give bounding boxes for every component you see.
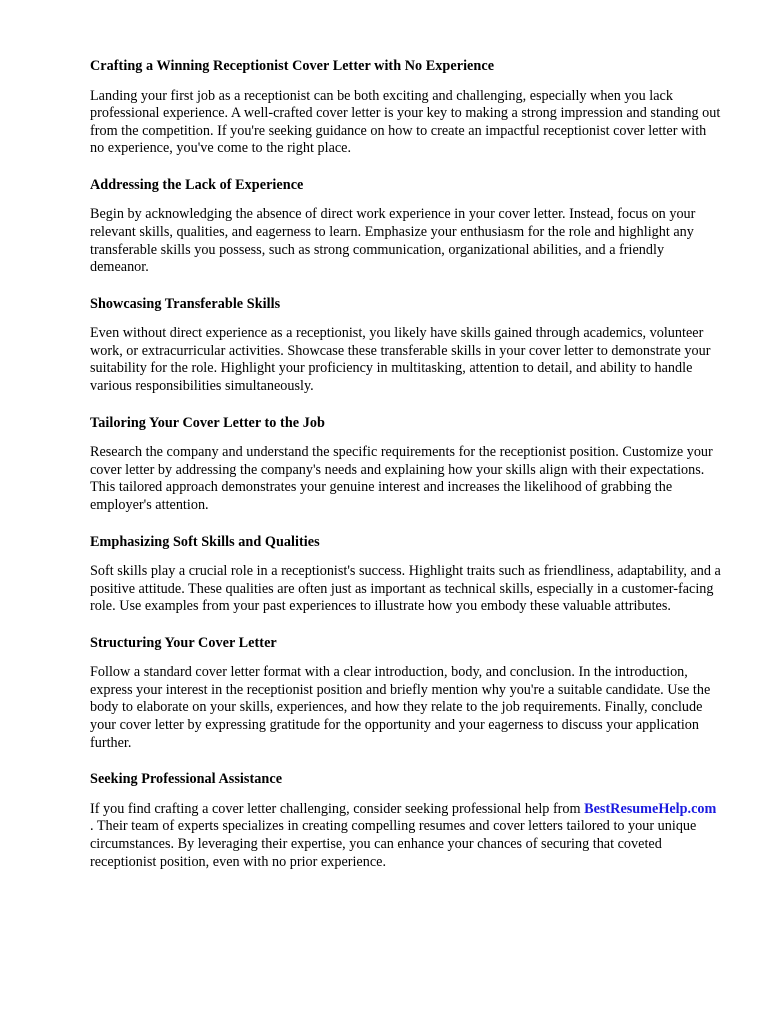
final-text-before-link: If you find crafting a cover letter challenging, consider seeking professional help from — [90, 800, 585, 817]
section-heading-emphasizing-soft-skills: Emphasizing Soft Skills and Qualities — [90, 533, 320, 550]
section-heading-seeking-professional-assistance: Seeking Professional Assistance — [90, 771, 283, 788]
section-paragraph-tailoring-cover-letter: Research the company and understand the specific requirements for the receptionist position. Customize your cover letter by addressing the company's needs and explaining how your skills align with their expectations. This tailored approach demonstrates your genuine interest and increases the likelihood of grabbing the employer's attention. — [90, 444, 713, 513]
intro-paragraph: Landing your first job as a receptionist can be both exciting and challenging, especially when you lack professional experience. A well-crafted cover letter is your key to making a strong impression and standing out from the competition. If you're seeking guidance on how to create an impactful receptionist cover letter with no experience, you've come to the right place. — [90, 87, 721, 157]
section-paragraph-addressing-lack-of-experience: Begin by acknowledging the absence of direct work experience in your cover letter. Instead, focus on your relevant skills, qualities, and eagerness to learn. Emphasize your enthusiasm for the role and highlight any transferable skills you possess, such as strong communication, organizational abilities, and a friendly demeanor. — [90, 206, 696, 276]
section-heading-tailoring-cover-letter: Tailoring Your Cover Letter to the Job — [90, 414, 325, 431]
section-paragraph-emphasizing-soft-skills: Soft skills play a crucial role in a receptionist's success. Highlight traits such as friendliness, adaptability, and a positive attitude. These qualities are often just as important as technical skills, especially in a customer-facing role. Use examples from your past experiences to illustrate how you embody these valuable attributes. — [90, 563, 721, 615]
section-paragraph-structuring-cover-letter: Follow a standard cover letter format with a clear introduction, body, and conclusion. In the introduction, express your interest in the receptionist position and briefly mention why you're a suitable candidate. Use the body to elaborate on your skills, experiences, and how they relate to the job requirements. Finally, conclude your cover letter by expressing gratitude for the opportunity and your eagerness to discuss your application further. — [90, 664, 711, 751]
final-text-after-link: . Their team of experts specializes in creating compelling resumes and cover letters tailored to your unique circumstances. By leveraging their expertise, you can enhance your chances of securing that coveted receptionist position, even with no prior experience. — [90, 818, 697, 870]
document-content — [90, 58, 722, 871]
bestresumehelp-link[interactable]: BestResumeHelp.com — [584, 800, 717, 817]
section-paragraph-showcasing-transferable-skills: Even without direct experience as a receptionist, you likely have skills gained through academics, volunteer work, or extracurricular activities. Showcase these transferable skills in your cover letter to demonstrate your suitability for the role. Highlight your proficiency in multitasking, attention to detail, and ability to handle various responsibilities simultaneously. — [90, 325, 711, 395]
section-paragraph-seeking-professional-assistance — [90, 801, 722, 871]
page-title: Crafting a Winning Receptionist Cover Letter with No Experience — [90, 58, 495, 74]
section-heading-structuring-cover-letter: Structuring Your Cover Letter — [90, 634, 277, 651]
section-heading-showcasing-transferable-skills: Showcasing Transferable Skills — [90, 295, 281, 312]
section-heading-addressing-lack-of-experience: Addressing the Lack of Experience — [90, 176, 304, 193]
